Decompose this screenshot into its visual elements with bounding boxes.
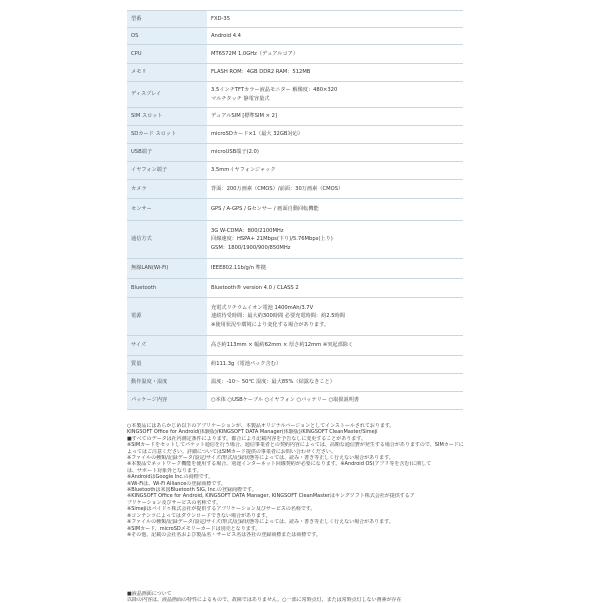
note-line: ※SIMカード、microSDメモリーカードは別売となります。 (127, 525, 261, 532)
spec-row (127, 126, 463, 144)
spec-value (207, 392, 463, 410)
note-line: よってはご注意ください。詳細についてはSIMカード提供の事業者にお問い合わせください。 (127, 448, 336, 455)
note-line: ※本製品でネットワーク機能を使用する場合、別途インターネット回線契約が必要になります。※Android OS(アプリ等を含む)に関して (127, 461, 432, 468)
spec-value-line: 3.5インチTFTカラー液晶モニター 解像度：480×320 (211, 86, 338, 93)
spec-value (207, 45, 463, 64)
spec-value-line: ※使用状況や環境により変化する場合があります。 (211, 321, 330, 328)
spec-row (127, 336, 463, 356)
spec-value (207, 28, 463, 45)
spec-value-line: microUSB端子(2.0) (211, 149, 259, 156)
spec-table (127, 10, 463, 410)
spec-value-line: IEEE802.11b/g/n 準拠 (211, 265, 266, 272)
spec-row (127, 162, 463, 180)
spec-row (127, 144, 463, 162)
spec-label: 電源 (127, 298, 207, 336)
spec-value-line: 温度：-10〜 50℃ 湿度：最大85%（結露なきこと） (211, 379, 335, 386)
spec-value-line: 3G W-CDMA：800/2100MHz (211, 227, 284, 234)
spec-row (127, 374, 463, 392)
spec-label: SDカード スロット (127, 126, 207, 144)
spec-row (127, 82, 463, 108)
note-line: は、サポート対象外となります。 (127, 467, 202, 474)
spec-value (207, 221, 463, 259)
spec-value-line: 3.5mmイヤフォンジャック (211, 167, 276, 174)
spec-row (127, 11, 463, 28)
spec-label: ディスプレイ (127, 82, 207, 108)
spec-label: 型番 (127, 11, 207, 28)
note-line: プリケーション及びサービスの名称です。 (127, 499, 222, 506)
spec-value (207, 259, 463, 279)
spec-value (207, 356, 463, 374)
spec-row (127, 356, 463, 374)
note-line: ※ファイルの種類/記録データ/設定/サイズ/形式/記録状態等によっては、読み・書き等正しく行えない場合があります。 (127, 519, 394, 526)
spec-label: メモリ (127, 64, 207, 82)
spec-value-line: 背面：200万画素（CMOS）/前面：30万画素（CMOS） (211, 185, 344, 192)
spec-label: イヤフォン端子 (127, 162, 207, 180)
section-title: ■液晶画面について (127, 591, 172, 597)
spec-value (207, 144, 463, 162)
spec-value-line: ○本体 ○USBケーブル ○イヤフォン ○バッテリー ○取扱説明書 (211, 397, 360, 404)
spec-row (127, 28, 463, 45)
note-line: ※Simejiはバイドゥ株式会社が提供するアプリケーション及びサービスの名称です。 (127, 506, 316, 513)
spec-row (127, 392, 463, 410)
spec-label: センサー (127, 199, 207, 221)
note-line: ※コンテンツによってはダウンロードできない場合があります。 (127, 512, 271, 519)
spec-value-line: 高さ約113mm × 幅約62mm × 厚さ約12mm ※突起部除く (211, 342, 354, 349)
spec-value-line: デュアルSIM [標準SIM × 2] (211, 113, 277, 120)
spec-value (207, 336, 463, 356)
spec-value (207, 199, 463, 221)
spec-label: SIM スロット (127, 108, 207, 126)
note-line: ※ファイルの種類/記録データ/設定/サイズ/形式/記録状態等によっては、読み・書き等正しく行えない場合があります。 (127, 455, 394, 462)
spec-value (207, 162, 463, 180)
spec-label: CPU (127, 45, 207, 64)
spec-value-line: Android 4.4 (211, 32, 241, 39)
spec-row (127, 45, 463, 64)
spec-label: OS (127, 28, 207, 45)
spec-value-line: FLASH ROM：4GB DDR2 RAM：512MB (211, 69, 311, 76)
spec-value-line: 充電式リチウムイオン電池 1400mAh/3.7V (211, 304, 314, 311)
spec-label: 動作温度・湿度 (127, 374, 207, 392)
spec-label: パッケージ内容 (127, 392, 207, 410)
spec-value (207, 126, 463, 144)
spec-value (207, 11, 463, 28)
spec-value (207, 108, 463, 126)
note-line: ※KINGSOFT Office for Android, KINGSOFT DATA Manager, KINGSOFT CleanMasterはキングソフト株式会社が提供するア (127, 493, 415, 500)
spec-label: Bluetooth (127, 279, 207, 298)
spec-row (127, 64, 463, 82)
spec-value-line: MT6572M 1.0GHz（デュアルコア） (211, 50, 299, 57)
spec-label: 質量 (127, 356, 207, 374)
note-line: KINGSOFT Office for Android(体験版)/KINGSOFT DATA Manager(体験版)/KINGSOFT CleanMaster/Simeji (127, 429, 378, 436)
spec-value-line: 約111.3g（電池パック含む） (211, 361, 282, 368)
spec-value-line: microSDカード×1（最大 32GB対応） (211, 131, 303, 138)
note-line: ※その他、記載の会社名および製品名・サービス名は各社の登録商標または商標です。 (127, 531, 321, 538)
spec-label: 通信方式 (127, 221, 207, 259)
spec-value-line: Bluetooth® version 4.0 / CLASS 2 (211, 284, 299, 291)
spec-label: USB端子 (127, 144, 207, 162)
spec-value-line: GPS / A-GPS / Gセンサー / 画面自動回転機能 (211, 206, 319, 213)
note-line: ※SIMカードをセットしてパケット通信を行う場合、通信事業者との契約内容によっては、高額な通信費が発生する場合がありますので、SIMカードに (127, 442, 464, 449)
notes-section (127, 423, 472, 538)
spec-value (207, 64, 463, 82)
spec-row (127, 259, 463, 279)
spec-row (127, 199, 463, 221)
note-line: ※AndroidはGoogle Inc.の商標です。 (127, 474, 214, 481)
spec-value-line: 回線速度：HSPA+ 21Mbps(下り)/5.76Mbps(上り) (211, 236, 333, 243)
spec-label: 無線LAN(Wi-Fi) (127, 259, 207, 279)
note-line: ■すべてのデータは社内測定条件によります。都合により記載内容を予告なしに変更することがあります。 (127, 435, 366, 442)
spec-value-line: 連続待受時間：最大約300時間 必要充電時間：約2.5時間 (211, 313, 345, 320)
spec-row (127, 279, 463, 298)
spec-row (127, 180, 463, 199)
spec-value (207, 180, 463, 199)
spec-label: サイズ (127, 336, 207, 356)
note-line: ※Bluetoothは米国Bluetooth SIG, Inc.の登録商標です。 (127, 487, 257, 494)
spec-row (127, 221, 463, 259)
spec-row (127, 298, 463, 336)
note-line: ※Wi-Fiは、Wi-Fi Allianceの登録商標です。 (127, 480, 226, 487)
spec-value-line: GSM：1800/1900/900/850MHz (211, 244, 291, 251)
spec-value-line: FXD-35 (211, 15, 231, 22)
spec-value (207, 82, 463, 108)
spec-value (207, 374, 463, 392)
spec-label: カメラ (127, 180, 207, 199)
spec-value (207, 279, 463, 298)
spec-value-line: マルチタッチ 静電容量式 (211, 95, 270, 102)
screen-note-text: 以降の内容は、液晶画面の特性によるもので、故障ではありません。○一部に常時点灯、または常時点灯しない画素が存在 (127, 597, 402, 603)
note-line: ○本製品にはあらかじめ以下のアプリケーションが、本製品オリジナルバージョンとしてインストールされております。 (127, 423, 395, 429)
spec-row (127, 108, 463, 126)
spec-value (207, 298, 463, 336)
